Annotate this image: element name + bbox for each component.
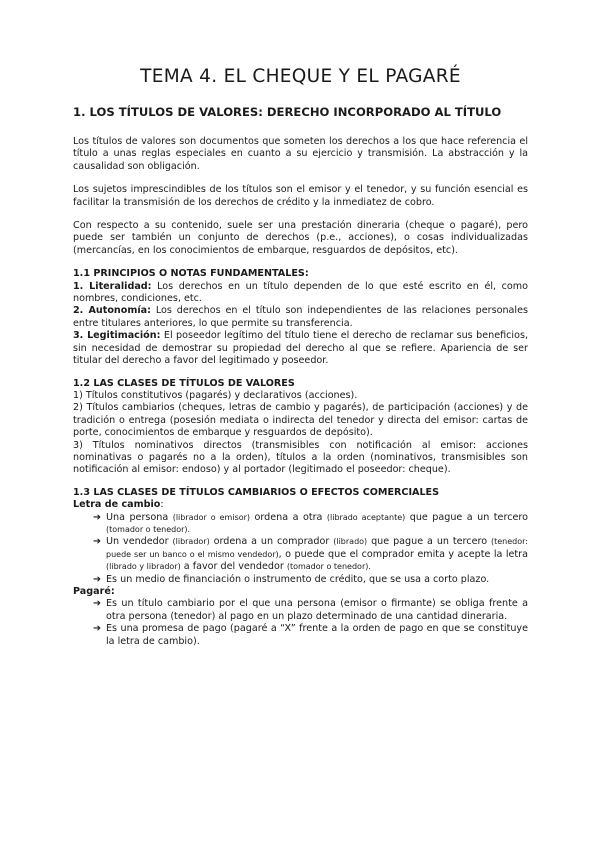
section-heading-titulos-valores: 1. LOS TÍTULOS DE VALORES: DERECHO INCORPORADO AL TÍTULO <box>73 105 502 119</box>
section-clases-titulos <box>73 378 528 477</box>
letra-de-cambio-label: Letra de cambio: <box>73 499 164 511</box>
principio-autonomia <box>73 305 528 330</box>
letra-de-cambio-list <box>73 512 528 586</box>
paragraph-sujetos: Los sujetos imprescindibles de los títulos son el emisor y el tenedor, y su función esencial es facilitar la transmisión de los derechos de crédito y la inmediatez de cobro. <box>73 184 528 208</box>
text-literalidad: Los derechos en un título dependen de lo que esté escrito en él, como nombres, condiciones, etc. <box>73 280 529 305</box>
principio-legitimacion <box>73 330 528 367</box>
label-literalidad: 1. Literalidad: <box>73 280 152 292</box>
pagare-label: Pagaré: <box>73 586 115 597</box>
list-item: ➔ Es un medio de financiación o instrumento de crédito, que se usa a corto plazo. <box>93 573 490 585</box>
paragraph-contenido: Con respecto a su contenido, suele ser una prestación dineraria (cheque o pagaré), pero puede ser también un conjunto de derechos (p.e., acciones), o cosas individualizadas (mercancías, en los conocimientos de embarque, resguardos de depósitos, etc). <box>73 220 528 256</box>
arrow-icon: ➔ <box>93 598 102 610</box>
text-autonomia: Los derechos en el título son independientes de las relaciones personales entre titulares anteriores, lo que permite su transferencia. <box>73 305 528 329</box>
document-title: TEMA 4. EL CHEQUE Y EL PAGARÉ <box>140 66 461 87</box>
clase-line-2: 2) Títulos cambiarios (cheques, letras de cambio y pagarés), de participación (acciones) y de tradición o entrega (posesión mediata o indirecta del tenedor y directa del emisor: cartas de porte, conocimientos de embarque y resguardos de depósito). <box>73 402 528 439</box>
section-titulos-cambiarios <box>73 487 528 648</box>
clase-line-1: 1) Títulos constitutivos (pagarés) y declarativos (acciones). <box>73 389 358 401</box>
arrow-icon: ➔ <box>93 511 102 523</box>
clase-line-3: 3) Títulos nominativos directos (transmisibles con notificación al emisor: acciones nominativas o pagarés no a la orden), títulos a la orden (nominativos, transmisibles son notificación al emisor: endoso) y al portador (legitimado el poseedor: cheque). <box>73 439 528 476</box>
paragraph-definicion: Los títulos de valores son documentos que someten los derechos a los que hace referencia el título a unas reglas especiales en cuanto a su ejercicio y transmisión. La abstracción y la causalidad son obligación. <box>73 136 528 172</box>
list-item: ➔ Es un título cambiario por el que una persona (emisor o firmante) se obliga frente a otra persona (tenedor) al pago en un plazo determinado de una cantidad dineraria. <box>93 598 528 622</box>
arrow-icon: ➔ <box>93 573 102 585</box>
pagare-list <box>73 598 528 648</box>
text-legitimacion: El poseedor legítimo del título tiene el derecho de reclamar sus beneficios, sin necesidad de demostrar su propiedad del derecho al que se refiere. Apariencia de ser titular del derecho a favor del legitimado y poseedor. <box>73 330 528 367</box>
arrow-icon: ➔ <box>93 623 102 635</box>
label-autonomia: 2. Autonomía: <box>73 305 151 317</box>
label-legitimacion: 3. Legitimación: <box>73 330 161 342</box>
subsection-heading-principios: 1.1 PRINCIPIOS O NOTAS FUNDAMENTALES: <box>73 268 309 280</box>
list-item: ➔ Un vendedor (librador) ordena a un comprador (librado) que pague a un tercero (tenedor: puede ser un banco o el mismo vendedor), o puede que el comprador emita y acepte la letra (librado y librador) a favor del vendedor (tomador o tenedor). <box>93 536 528 573</box>
list-item: ➔ Es una promesa de pago (pagaré a “X” frente a la orden de pago en que se constituye la letra de cambio). <box>93 623 528 647</box>
arrow-icon: ➔ <box>93 536 102 548</box>
subsection-heading-clases: 1.2 LAS CLASES DE TÍTULOS DE VALORES <box>73 377 295 389</box>
list-item: ➔ Una persona (librador o emisor) ordena a otra (librado aceptante) que pague a un tercero (tomador o tenedor). <box>93 511 528 534</box>
section-principios <box>73 268 528 367</box>
subsection-heading-cambiarios: 1.3 LAS CLASES DE TÍTULOS CAMBIARIOS O EFECTOS COMERCIALES <box>73 486 440 498</box>
principio-literalidad <box>73 281 528 306</box>
